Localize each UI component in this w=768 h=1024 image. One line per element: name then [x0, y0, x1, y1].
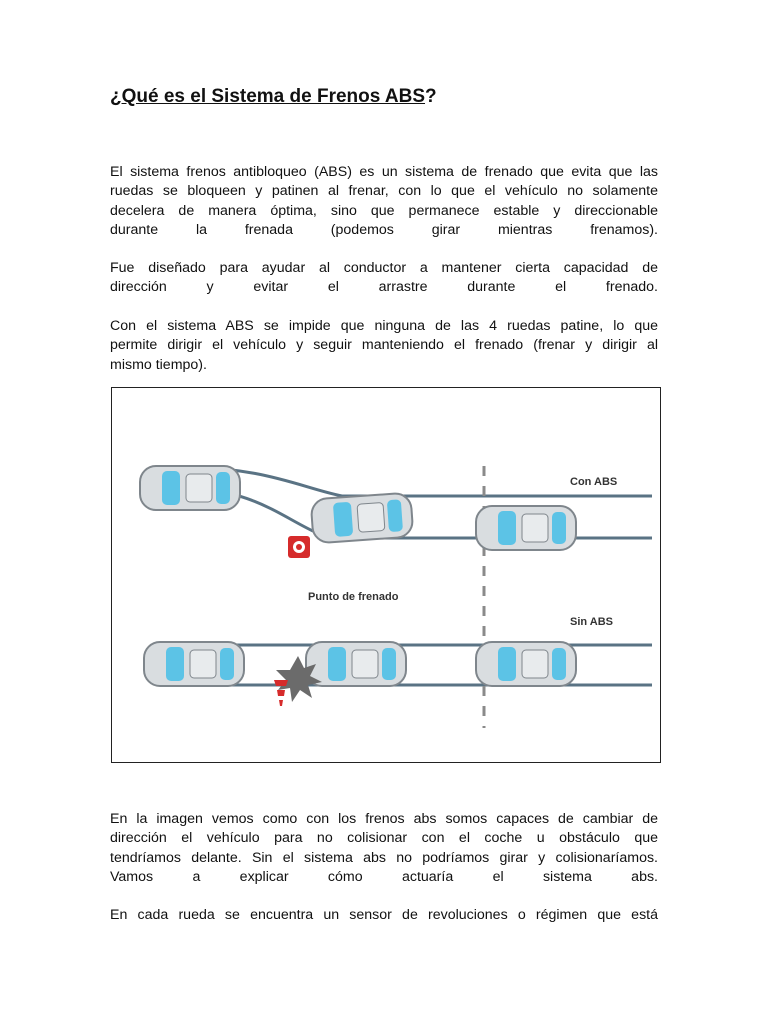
car-con-abs-ahead: [476, 506, 576, 550]
paragraph-line: mismo tiempo).: [110, 356, 207, 373]
car-con-abs-start: [140, 466, 240, 510]
title-suffix: ?: [425, 86, 437, 107]
paragraph-line: durante la frenada (podemos girar mientras frenamos).: [110, 222, 658, 239]
paragraph-1: [110, 163, 658, 241]
paragraph-line: Con el sistema ABS se impide que ninguna de las 4 ruedas patine, lo que: [110, 318, 658, 334]
paragraph-line: En la imagen vemos como con los frenos abs somos capaces de cambiar de: [110, 811, 658, 827]
paragraph-line: ruedas se bloqueen y patinen al frenar, con lo que el vehículo no solamente: [110, 183, 658, 200]
paragraph-line: En cada rueda se encuentra un sensor de revoluciones o régimen que está: [110, 907, 658, 923]
car-sin-abs-braking: [306, 642, 406, 686]
paragraph-5: [110, 906, 658, 925]
paragraph-line: dirección y evitar el arrastre durante el frenado.: [110, 279, 658, 296]
car-sin-abs-start: [144, 642, 244, 686]
label-punto-de-frenado: Punto de frenado: [308, 591, 399, 603]
paragraph-line: El sistema frenos antibloqueo (ABS) es un sistema de frenado que evita que las: [110, 164, 658, 180]
paragraph-line: Fue diseñado para ayudar al conductor a mantener cierta capacidad de: [110, 260, 658, 276]
paragraph-line: Vamos a explicar cómo actuaría el sistema abs.: [110, 869, 658, 886]
paragraph-3: [110, 317, 658, 375]
label-sin-abs: Sin ABS: [570, 616, 613, 628]
paragraph-line: dirección el vehículo para no colisionar con el coche u obstáculo que: [110, 830, 658, 847]
abs-diagram-graphic: [112, 388, 660, 762]
paragraph-line: tendríamos delante. Sin el sistema abs no podríamos girar y colisionaríamos.: [110, 849, 658, 866]
car-con-abs-swerving: [311, 493, 414, 544]
paragraph-line: decelera de manera óptima, sino que permanece estable y direccionable: [110, 202, 658, 219]
traffic-cone-icon: [274, 680, 288, 706]
obstacle-warning-icon: [288, 536, 310, 558]
paragraph-4: [110, 810, 658, 888]
paragraph-2: [110, 259, 658, 298]
paragraph-line: permite dirigir el vehículo y seguir manteniendo el frenado (frenar y dirigir al: [110, 337, 658, 354]
car-sin-abs-ahead: [476, 642, 576, 686]
label-con-abs: Con ABS: [570, 476, 618, 488]
page-title: [110, 86, 437, 108]
title-underlined-text: ¿Qué es el Sistema de Frenos ABS: [110, 86, 426, 107]
abs-diagram: [111, 387, 661, 763]
